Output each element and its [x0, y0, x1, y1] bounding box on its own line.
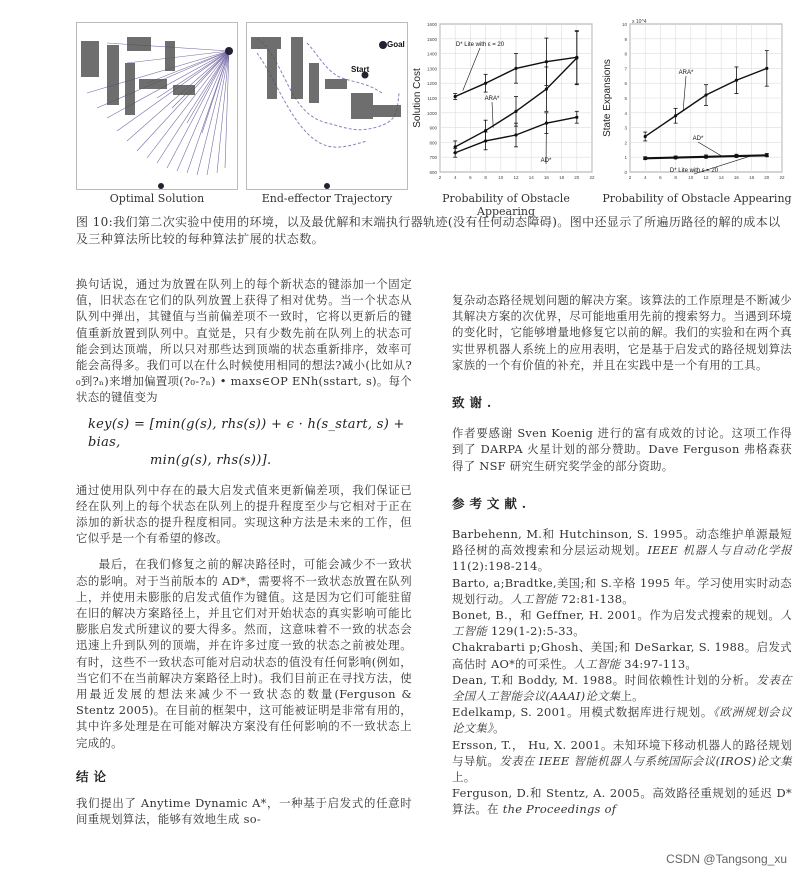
- x-tick-label: 14: [528, 175, 534, 180]
- data-point: [454, 151, 457, 154]
- y-tick-label: 1100: [427, 96, 437, 101]
- y-tick-label: 1500: [426, 36, 437, 42]
- reference-source: 人工智能: [573, 656, 621, 671]
- start-label: Start: [351, 65, 370, 74]
- end-effector-diagram: [247, 23, 407, 189]
- reference-source: 发表在 IEEE 智能机器人与系统国际会议(IROS)论文集: [499, 753, 793, 768]
- reference-item: [452, 526, 792, 575]
- reference-tail: 34:97-113。: [620, 656, 698, 671]
- reference-text: Barbehenn, M.和 Hutchinson, S. 1995。动态维护单源最短路径树的高效搜索和分层运动规划。: [452, 527, 792, 558]
- data-point: [704, 156, 707, 159]
- goal-label: Goal: [387, 40, 405, 49]
- solution-cost-chart: [410, 16, 600, 196]
- y-tick-label: 1: [624, 155, 627, 161]
- references-heading: 参 考 文 献 .: [452, 495, 527, 511]
- reference-item: [452, 639, 792, 671]
- y-tick-label: 1400: [426, 51, 437, 57]
- reference-text: Dean, T.和 Boddy, M. 1988。时间依赖性计划的分析。: [452, 672, 757, 687]
- key-equation: [88, 416, 412, 470]
- data-point: [454, 95, 457, 98]
- reference-text: Ferguson, D.和 Stentz, A. 2005。高效路径重规划的延迟 D*算法。在: [452, 786, 792, 817]
- series-label: D* Lite with ε = 20: [669, 168, 719, 174]
- data-point: [674, 114, 677, 117]
- reference-source: 人工智能: [452, 608, 792, 639]
- reference-item: [452, 672, 792, 704]
- x-tick-label: 18: [749, 175, 755, 180]
- y-tick-label: 1200: [426, 81, 437, 87]
- reference-text: Chakrabarti p;Ghosh、美国;和 DeSarkar, S. 1988。启发式高估时 AO*的可采性。: [452, 640, 792, 671]
- x-tick-label: 20: [574, 175, 580, 180]
- left-paragraph-2: 通过使用队列中存在的最大启发式值来更新偏差项，我们保证已经在队列上的每个状态在队列上的提升程度至少与它相对于正在添加的新状态的提升程度相同。实现这种方法是未来的工作，但它似乎是一个有希望的修改。: [76, 482, 412, 546]
- left-paragraph-1: 换句话说，通过为放置在队列上的每个新状态的键添加一个固定值，旧状态在它们的队列放置上获得了相对优势。当一个状态从队列中弹出，其键值与当前偏差项不一致时，它将以更新后的键值重新放置到队列中。直觉是，只有少数先前在队列上的状态可能会到达顶端，所以只对那些达到顶端的状态重新排序，效率可能会高得多。我们可以在什么时候使用相同的想法?减小(比如从?₀到?ₙ)来增加偏置项(?₀-?ₙ) • maxs∈OP ENh(sstart, s)。每个状态的键值变为: [76, 277, 412, 405]
- y-tick-label: 8: [624, 51, 627, 57]
- conclusion-text: 我们提出了 Anytime Dynamic A*，一种基于启发式的任意时间重规划算法，能够有效地生成 so-: [76, 796, 412, 827]
- x-tick-label: 22: [589, 175, 595, 180]
- x-tick-label: 2: [628, 175, 632, 180]
- data-point: [765, 67, 768, 70]
- x-tick-label: 12: [703, 175, 709, 180]
- figure-caption: 图 10:我们第二次实验中使用的环境，以及最优解和末端执行器轨迹(没有任何动态障碍)。图中还显示了所遍历路径的解的成本以及三种算法所比较的每种算法扩展的状态数。: [76, 215, 781, 246]
- reference-text: Bonet, B.，和 Geffner, H. 2001。作为启发式搜索的规划。: [452, 608, 781, 623]
- left-column: [76, 276, 412, 827]
- data-point: [514, 133, 517, 136]
- y-tick-label: 4: [624, 110, 627, 116]
- reference-list: [452, 526, 792, 818]
- panel-label-expansions: Probability of Obstacle Appearing: [602, 192, 792, 205]
- data-point: [735, 155, 738, 158]
- reference-source: 《欧洲规划会议论文集》: [452, 705, 792, 736]
- y-tick-label: 10: [621, 22, 627, 27]
- data-point: [575, 116, 578, 119]
- y-tick-label: 9: [624, 36, 627, 42]
- reference-item: [452, 575, 792, 607]
- data-point: [704, 93, 707, 96]
- optimal-solution-diagram: [77, 23, 237, 189]
- reference-tail: 72:81-138。: [557, 591, 634, 606]
- csdn-watermark: CSDN @Tangsong_xu: [666, 852, 787, 866]
- right-column: [452, 292, 792, 818]
- y-tick-label: 1600: [426, 22, 437, 27]
- y-tick-label: 7: [624, 66, 627, 72]
- base-point: [324, 183, 330, 189]
- data-point: [575, 56, 578, 59]
- data-point: [735, 79, 738, 82]
- reference-item: [452, 737, 792, 786]
- right-paragraph-1: 复杂动态路径规划问题的解决方案。该算法的工作原理是不断减少其解决方案的次优界，尽可能地重用先前的搜索努力。当遇到环境的变化时，它能够增量地修复它以前的解。我们的实验和在两个真实世界机器人系统上的应用表明，它是基于启发式的路径规划算法家族的一个有价值的补充，并且在实践中是一个有用的工具。: [452, 293, 792, 372]
- x-tick-label: 8: [484, 175, 487, 180]
- figure-panel-optimal-solution: [76, 22, 238, 190]
- data-point: [644, 157, 647, 160]
- y-tick-label: 1300: [426, 66, 437, 72]
- y-tick-label: 3: [624, 125, 627, 131]
- data-point: [674, 156, 677, 159]
- equation-line-1: key(s) = [min(g(s), rhs(s)) + ϵ · h(s_start, s) + bias,: [88, 416, 405, 450]
- x-tick-label: 22: [779, 175, 785, 180]
- acknowledgments-text: 作者要感谢 Sven Koenig 进行的富有成效的讨论。这项工作得到了 DARPA 火星计划的部分赞助。Dave Ferguson 弗格森获得了 NSF 研究生研究奖学金的部分资助。: [452, 426, 792, 473]
- reference-text: Barto, a;Bradtke,美国;和 S.辛格 1995 年。学习使用实时动态规划行动。: [452, 575, 792, 606]
- reference-tail: 。: [493, 721, 505, 736]
- reference-source: 人工智能: [510, 591, 558, 606]
- series-label: ARA*: [678, 70, 694, 76]
- x-tick-label: 2: [438, 175, 442, 180]
- panel-label-trajectory: End-effector Trajectory: [261, 192, 393, 205]
- x-tick-label: 12: [513, 175, 519, 180]
- y-tick-label: 0: [624, 170, 627, 175]
- data-point: [545, 88, 548, 91]
- data-point: [765, 154, 768, 157]
- x-tick-label: 16: [733, 175, 739, 180]
- x-tick-label: 4: [453, 175, 457, 180]
- reference-text: Edelkamp, S. 2001。用模式数据库进行规划。: [452, 705, 714, 720]
- left-paragraph-3: 最后，在我们修复之前的解决路径时，可能会减少不一致状态的影响。对于当前版本的 AD*，需要将不一致状态放置在队列上，并使用未膨胀的启发式值作为键值。这是因为它们可能驻留在旧的解决方案路径上，并且它们对开始状态的真实影响可能比膨胀启发式所建议的要大得多。然而，这意味着不一致的状态会迅速上升到队列的顶端，并在许多过度一致的状态之前被处理。有时，这些不一致状态可能对启动状态的值没有任何影响(例如，当它们不在当前解决方案路径上时)。我们目前正在寻找方法，使用最近发展的想法来减少不一致状态的数量(Ferguson & Stentz 2005)。在目前的框架中，这可能被证明是非常有用的，其中许多处理是在可能对解决方案没有任何影响的不一致状态上完成的。: [76, 557, 412, 750]
- data-point: [514, 110, 517, 113]
- goal-point: [379, 41, 387, 49]
- y-tick-label: 900: [429, 125, 437, 131]
- reference-tail: 上。: [620, 689, 644, 704]
- y-axis-label: Solution Cost: [412, 68, 423, 128]
- y-tick-label: 800: [429, 140, 437, 146]
- x-tick-label: 14: [718, 175, 724, 180]
- reference-source: IEEE 机器人与自动化学报: [647, 543, 793, 558]
- data-point: [514, 67, 517, 70]
- reference-source: the Proceedings of: [502, 802, 617, 817]
- reference-tail: 129(1-2):5-33。: [487, 624, 585, 639]
- state-expansions-chart: [600, 16, 792, 196]
- figure-panel-end-effector: [246, 22, 408, 190]
- data-point: [484, 139, 487, 142]
- x-tick-label: 18: [559, 175, 565, 180]
- data-point: [644, 135, 647, 138]
- x-tick-label: 16: [543, 175, 549, 180]
- x-tick-label: 10: [498, 175, 504, 180]
- reference-item: [452, 704, 792, 736]
- y-multiplier: x 10^4: [632, 19, 647, 25]
- reference-item: [452, 607, 792, 639]
- y-tick-label: 1000: [426, 110, 437, 116]
- series-label: AD*: [692, 136, 704, 142]
- y-tick-label: 6: [624, 81, 627, 87]
- y-axis-label: State Expansions: [602, 59, 613, 137]
- equation-line-2: min(g(s), rhs(s))].: [150, 452, 272, 468]
- panel-label-cost: Probability of Obstacle Appearing: [442, 192, 570, 218]
- y-tick-label: 5: [624, 96, 627, 101]
- goal-marker: [225, 47, 233, 55]
- acknowledgments-heading: 致 谢 .: [452, 395, 492, 411]
- conclusion-heading: 结 论: [76, 768, 107, 784]
- reference-source: 发表在全国人工智能会议(AAAI)论文集: [452, 672, 792, 704]
- x-tick-label: 4: [643, 175, 647, 180]
- x-tick-label: 10: [688, 175, 694, 180]
- reference-tail: 上。: [452, 770, 476, 785]
- data-point: [484, 82, 487, 85]
- reference-item: [452, 785, 792, 817]
- series-label: AD*: [540, 158, 552, 164]
- y-tick-label: 2: [624, 140, 627, 146]
- reference-tail: 11(2):198-214。: [452, 559, 550, 574]
- x-tick-label: 6: [469, 175, 472, 180]
- series-label: ARA*: [484, 96, 500, 102]
- y-tick-label: 700: [429, 155, 437, 161]
- series-label: D* Lite with ε = 20: [455, 42, 505, 48]
- reference-text: Ersson, T.， Hu, X. 2001。未知环境下移动机器人的路径规划与导航。: [452, 737, 792, 768]
- x-tick-label: 6: [659, 175, 662, 180]
- base-marker: [158, 183, 164, 189]
- data-point: [545, 60, 548, 63]
- x-tick-label: 20: [764, 175, 770, 180]
- panel-label-optimal: Optimal Solution: [109, 192, 205, 205]
- x-tick-label: 8: [674, 175, 677, 180]
- y-tick-label: 600: [429, 170, 437, 175]
